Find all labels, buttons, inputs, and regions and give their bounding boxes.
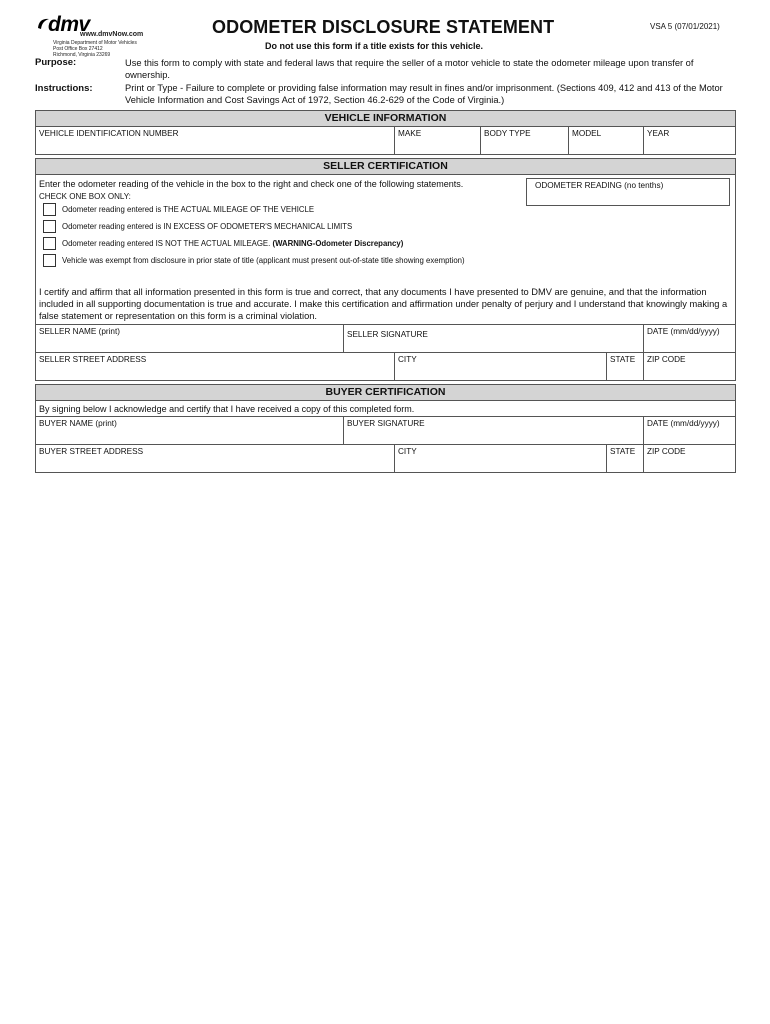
seller-certify-text: I certify and affirm that all information presented in this form is true and correct, that any documents I have presented to DMV are genuine, and that the information included in all supporting documentation is true and accurate. I make this certification and affirmation under penalty of perjury and I understand that knowingly making a false statement or representation on this form is a criminal violation.	[39, 287, 728, 321]
buyer-certification-section	[35, 384, 736, 473]
checkbox-actual-mileage[interactable]	[43, 203, 56, 216]
purpose-text: Use this form to comply with state and federal laws that require the seller of a motor vehicle to state the odometer mileage upon transfer of ownership.	[125, 58, 694, 80]
instructions-label: Instructions:	[35, 83, 93, 94]
logo-address-2: Richmond, Virginia 23269	[53, 52, 111, 58]
seller-certification-header: SELLER CERTIFICATION	[36, 159, 735, 175]
model-label: MODEL	[572, 129, 602, 138]
form-number: VSA 5 (07/01/2021)	[650, 22, 720, 31]
vin-field[interactable]	[36, 127, 395, 154]
seller-city-field[interactable]	[395, 353, 607, 380]
buyer-certification-header: BUYER CERTIFICATION	[36, 385, 735, 401]
seller-name-field[interactable]	[36, 324, 344, 353]
vin-label: VEHICLE IDENTIFICATION NUMBER	[39, 129, 179, 138]
seller-name-label: SELLER NAME (print)	[39, 327, 120, 336]
make-field[interactable]	[395, 127, 481, 154]
seller-state-field[interactable]	[607, 353, 644, 380]
check-one-label: CHECK ONE BOX ONLY:	[39, 192, 131, 201]
checkbox-exempt[interactable]	[43, 254, 56, 267]
option-not-actual-mileage-text: Odometer reading entered IS NOT THE ACTUAL MILEAGE.	[62, 239, 271, 248]
buyer-date-label: DATE (mm/dd/yyyy)	[647, 419, 720, 428]
option-excess-mechanical-limits: Odometer reading entered is IN EXCESS OF ODOMETER'S MECHANICAL LIMITS	[62, 222, 353, 231]
seller-state-label: STATE	[610, 355, 636, 364]
seller-signature-label: SELLER SIGNATURE	[347, 330, 428, 339]
odometer-discrepancy-warning: (WARNING-Odometer Discrepancy)	[272, 239, 404, 248]
seller-zip-field[interactable]	[644, 353, 735, 380]
buyer-city-label: CITY	[398, 447, 417, 456]
buyer-state-label: STATE	[610, 447, 636, 456]
buyer-state-field[interactable]	[607, 445, 644, 472]
model-field[interactable]	[569, 127, 644, 154]
buyer-zip-label: ZIP CODE	[647, 447, 686, 456]
seller-street-label: SELLER STREET ADDRESS	[39, 355, 147, 364]
make-label: MAKE	[398, 129, 422, 138]
seller-date-field[interactable]	[644, 324, 735, 353]
year-field[interactable]	[644, 127, 735, 154]
buyer-street-field[interactable]	[36, 445, 395, 472]
logo-url: www.dmvNow.com	[80, 31, 144, 38]
logo-wordmark: dmv	[48, 13, 90, 36]
seller-zip-label: ZIP CODE	[647, 355, 686, 364]
year-label: YEAR	[647, 129, 670, 138]
seller-date-label: DATE (mm/dd/yyyy)	[647, 327, 720, 336]
buyer-name-field[interactable]	[36, 416, 344, 445]
buyer-date-field[interactable]	[644, 416, 735, 445]
page-title: ODOMETER DISCLOSURE STATEMENT	[212, 17, 555, 37]
buyer-street-label: BUYER STREET ADDRESS	[39, 447, 144, 456]
logo-address-1: Post Office Box 27412	[53, 46, 103, 52]
seller-certification-section	[35, 158, 736, 381]
buyer-name-label: BUYER NAME (print)	[39, 419, 117, 428]
buyer-ack-text: By signing below I acknowledge and certify that I have received a copy of this completed form.	[39, 404, 415, 414]
seller-city-label: CITY	[398, 355, 417, 364]
buyer-signature-field[interactable]	[344, 416, 644, 445]
checkbox-excess-mechanical-limits[interactable]	[43, 220, 56, 233]
option-exempt: Vehicle was exempt from disclosure in prior state of title (applicant must present out-of-state title showing exemption)	[62, 256, 465, 265]
seller-signature-field[interactable]	[344, 324, 644, 353]
buyer-zip-field[interactable]	[644, 445, 735, 472]
instructions-text: Print or Type - Failure to complete or providing false information may result in fines and/or imprisonment. (Sections 409, 412 and 413 of the Motor Vehicle Information and Cost Savings Act of 1972, Section 46.2-629 of the Code of Virginia.)	[125, 83, 723, 105]
option-actual-mileage: Odometer reading entered is THE ACTUAL MILEAGE OF THE VEHICLE	[62, 205, 315, 214]
odometer-reading-label: ODOMETER READING (no tenths)	[535, 181, 664, 190]
seller-street-field[interactable]	[36, 353, 395, 380]
seller-intro-text: Enter the odometer reading of the vehicle in the box to the right and check one of the following statements.	[39, 179, 464, 189]
option-not-actual-mileage	[62, 239, 403, 248]
dmv-logo	[36, 13, 148, 58]
buyer-city-field[interactable]	[395, 445, 607, 472]
logo-agency: Virginia Department of Motor Vehicles	[53, 40, 137, 46]
buyer-signature-label: BUYER SIGNATURE	[347, 419, 425, 428]
vehicle-information-section	[35, 110, 736, 155]
odometer-reading-field[interactable]	[526, 178, 730, 206]
purpose-label: Purpose:	[35, 57, 77, 68]
vehicle-information-header: VEHICLE INFORMATION	[36, 111, 735, 127]
page-subtitle: Do not use this form if a title exists for this vehicle.	[265, 41, 484, 51]
body-type-field[interactable]	[481, 127, 569, 154]
body-type-label: BODY TYPE	[484, 129, 531, 138]
checkbox-not-actual-mileage[interactable]	[43, 237, 56, 250]
